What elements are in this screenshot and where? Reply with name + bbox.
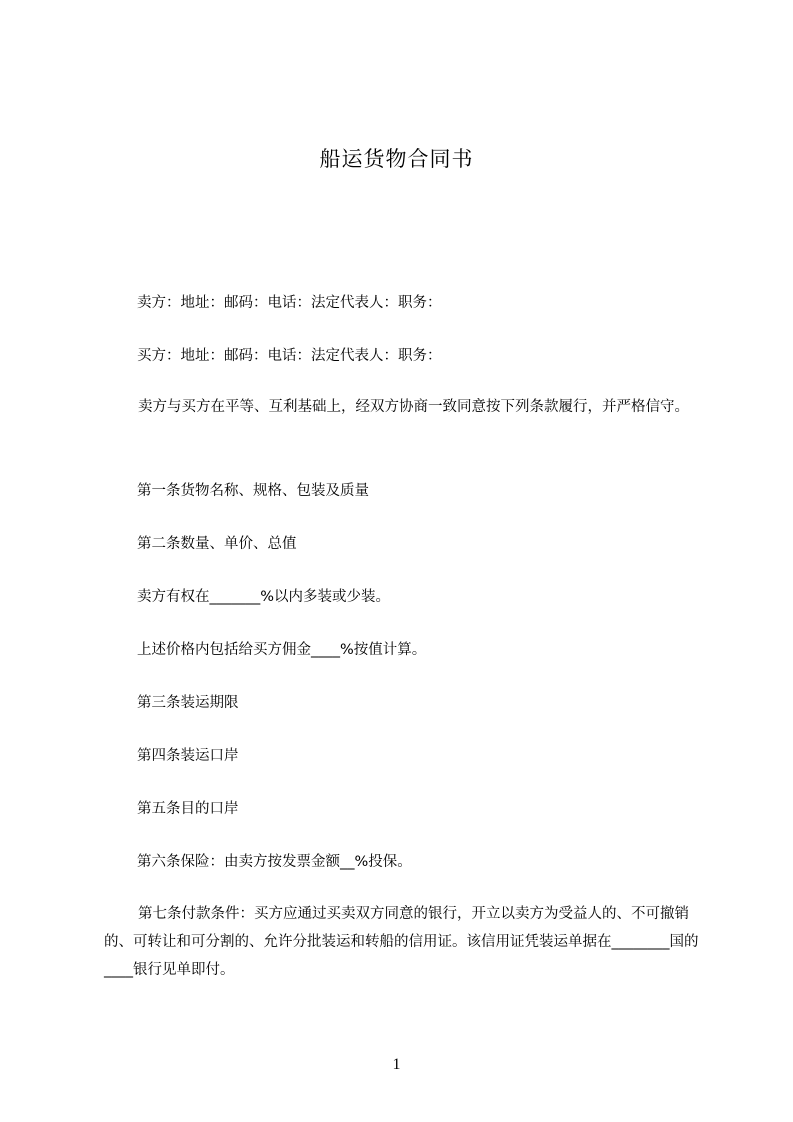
article-6-line: 第六条保险：由卖方按发票金额__%投保。 bbox=[137, 854, 412, 870]
article-3-heading: 第三条装运期限 bbox=[137, 695, 239, 711]
commission-line: 上述价格内包括给买方佣金____%按值计算。 bbox=[137, 642, 427, 658]
article-7-paragraph: 第七条付款条件：买方应通过买卖双方同意的银行，开立以卖方为受益人的、不可撤销的、可转让和可分割的、允许分批装运和转船的信用证。该信用证凭装运单据在________国的____银行见单即付。 bbox=[104, 906, 699, 978]
seller-info-line: 卖方：地址：邮码：电话：法定代表人：职务： bbox=[137, 295, 442, 311]
document-title: 船运货物合同书 bbox=[319, 147, 474, 171]
article-5-heading: 第五条目的口岸 bbox=[137, 801, 239, 817]
article-2-heading: 第二条数量、单价、总值 bbox=[137, 536, 297, 552]
intro-paragraph: 卖方与买方在平等、互利基础上，经双方协商一致同意按下列条款履行，并严格信守。 bbox=[138, 399, 689, 415]
page-number: 1 bbox=[392, 1056, 401, 1073]
article-4-heading: 第四条装运口岸 bbox=[137, 748, 239, 764]
buyer-info-line: 买方：地址：邮码：电话：法定代表人：职务： bbox=[137, 348, 442, 364]
quantity-tolerance-line: 卖方有权在_______%以内多装或少装。 bbox=[137, 589, 391, 605]
article-1-heading: 第一条货物名称、规格、包装及质量 bbox=[137, 483, 369, 499]
